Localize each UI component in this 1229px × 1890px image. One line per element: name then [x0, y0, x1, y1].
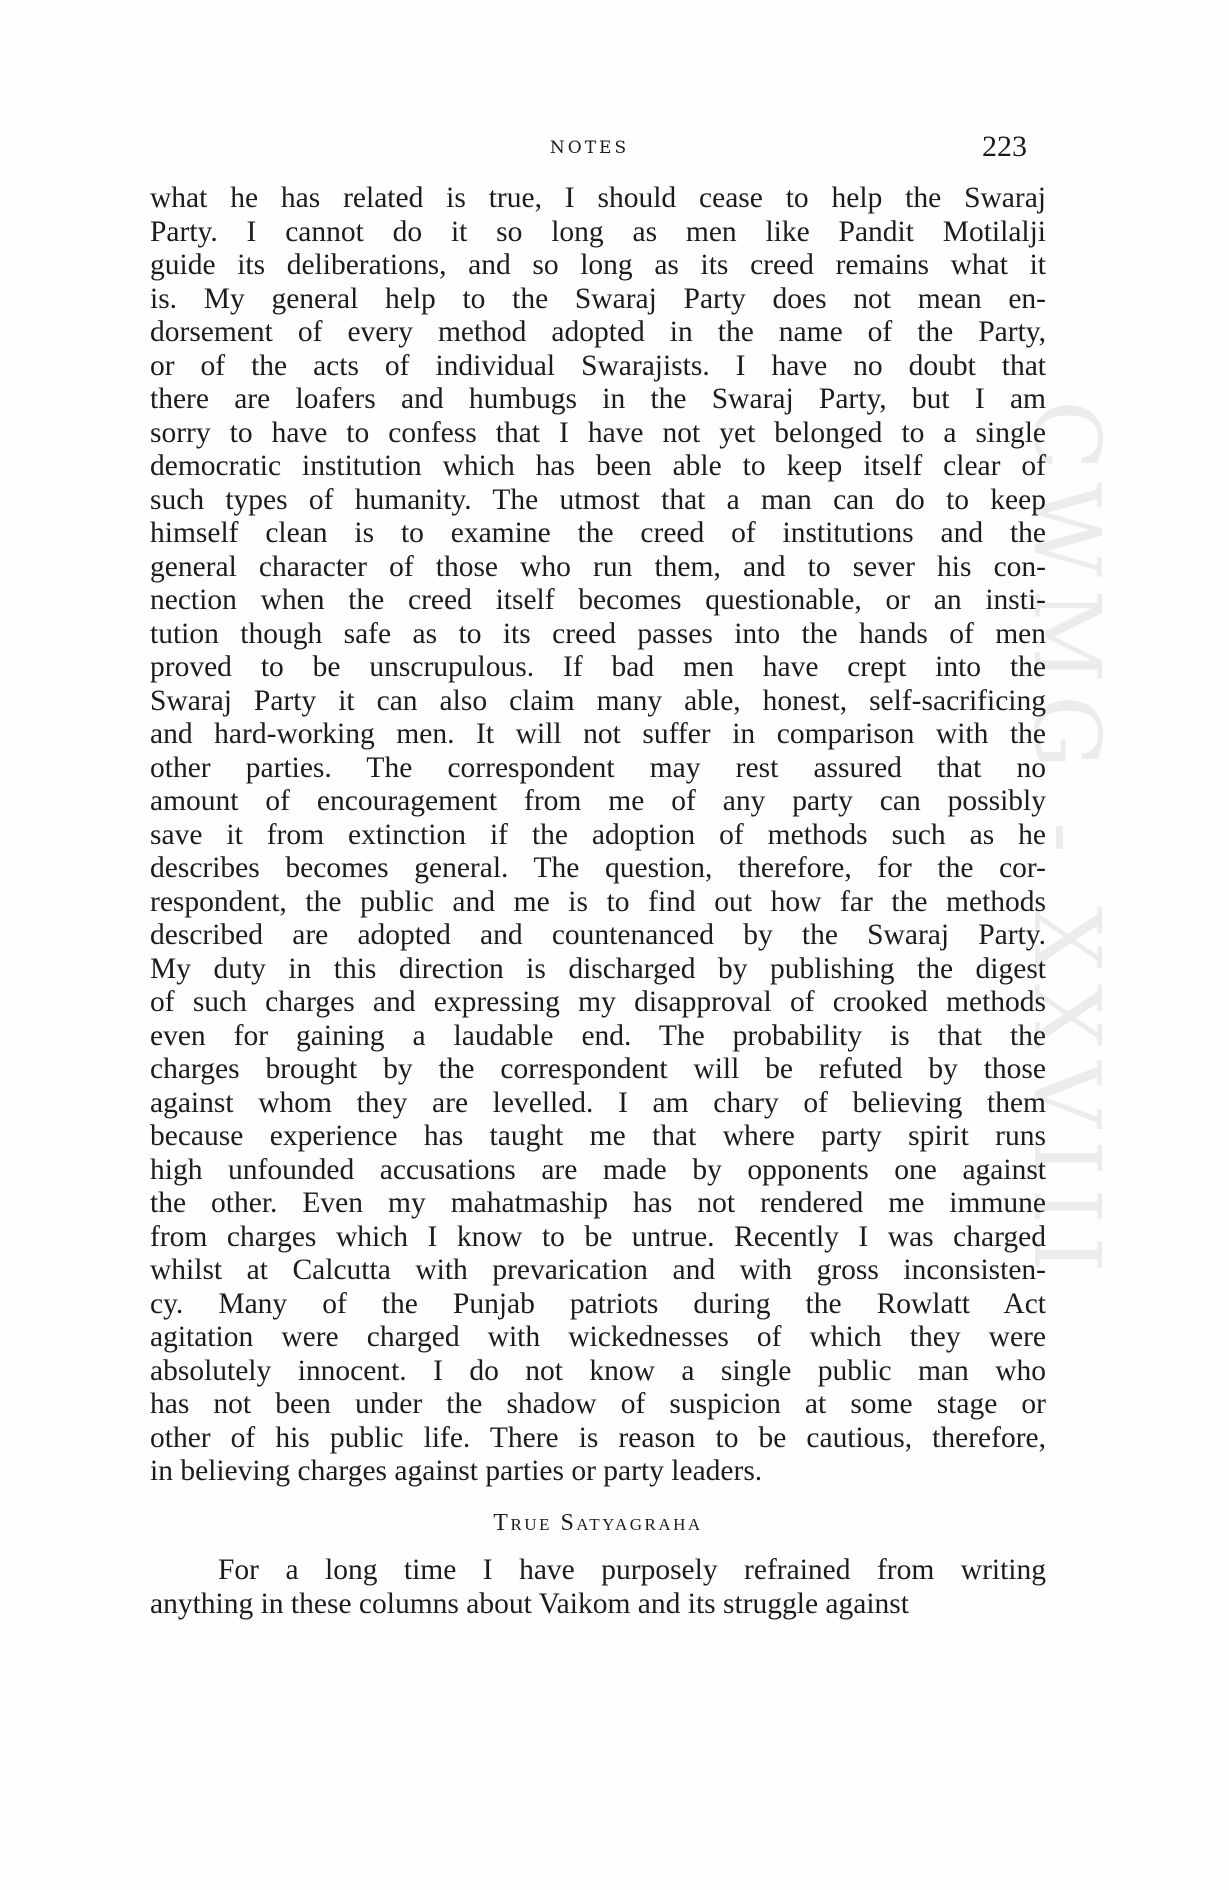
- text-line: respondent, the public and me is to find out how far the methods: [150, 885, 1046, 918]
- text-line: even for gaining a laudable end. The probability is that the: [150, 1019, 1046, 1052]
- text-line: other of his public life. There is reason to be cautious, therefore,: [150, 1421, 1046, 1454]
- text-line: whilst at Calcutta with prevarication and with gross inconsisten-: [150, 1254, 1046, 1286]
- text-line: agitation were charged with wickednesses of which they were: [150, 1321, 1046, 1353]
- text-line: or of the acts of individual Swarajists. I have no doubt that: [150, 349, 1046, 382]
- text-line: nection when the creed itself becomes questionable, or an insti-: [150, 584, 1046, 616]
- text-line: amount of encouragement from me of any party can possibly: [150, 785, 1046, 817]
- text-line: absolutely innocent. I do not know a single public man who: [150, 1354, 1046, 1387]
- text-line: has not been under the shadow of suspicion at some stage or: [150, 1388, 1046, 1420]
- section-heading: True Satyagraha: [493, 1509, 703, 1536]
- text-line: there are loafers and humbugs in the Swaraj Party, but I am: [150, 383, 1046, 415]
- text-line: of such charges and expressing my disapproval of crooked methods: [150, 986, 1046, 1018]
- paragraph-2: [150, 1554, 1046, 1621]
- text-line: is. My general help to the Swaraj Party does not mean en-: [150, 282, 1046, 315]
- text-line: other parties. The correspondent may rest assured that no: [150, 751, 1046, 784]
- body-text: [150, 182, 1046, 1621]
- text-line: Swaraj Party it can also claim many able, honest, self-sacrificing: [150, 684, 1046, 717]
- text-line: because experience has taught me that where party spirit runs: [150, 1120, 1046, 1152]
- text-line: charges brought by the correspondent will be refuted by those: [150, 1053, 1046, 1085]
- text-line: what he has related is true, I should cease to help the Swaraj: [150, 182, 1046, 214]
- text-line: described are adopted and countenanced by the Swaraj Party.: [150, 919, 1046, 951]
- text-line: For a long time I have purposely refrained from writing: [218, 1554, 1046, 1586]
- text-line: such types of humanity. The utmost that a man can do to keep: [150, 483, 1046, 516]
- text-line: high unfounded accusations are made by opponents one against: [150, 1153, 1046, 1186]
- text-line: tution though safe as to its creed passes into the hands of men: [150, 617, 1046, 650]
- text-line: against whom they are levelled. I am chary of believing them: [150, 1086, 1046, 1119]
- text-line: anything in these columns about Vaikom and its struggle against: [150, 1587, 909, 1620]
- text-line: My duty in this direction is discharged by publishing the digest: [150, 952, 1046, 985]
- text-line: guide its deliberations, and so long as its creed remains what it: [150, 249, 1046, 281]
- text-line: democratic institution which has been able to keep itself clear of: [150, 450, 1046, 482]
- text-line: dorsement of every method adopted in the name of the Party,: [150, 316, 1046, 348]
- text-line: cy. Many of the Punjab patriots during the Rowlatt Act: [150, 1287, 1046, 1320]
- page-number: 223: [982, 130, 1027, 163]
- paragraph-1: [150, 182, 1046, 1489]
- text-line: himself clean is to examine the creed of institutions and the: [150, 517, 1046, 549]
- text-line: general character of those who run them, and to sever his con-: [150, 550, 1046, 583]
- text-line: describes becomes general. The question, therefore, for the cor-: [150, 852, 1046, 884]
- watermark-text: CWMG - XXVIII: [1013, 400, 1120, 1285]
- running-head: [152, 130, 1027, 170]
- text-line: save it from extinction if the adoption of methods such as he: [150, 818, 1046, 851]
- text-line: from charges which I know to be untrue. Recently I was charged: [150, 1220, 1046, 1253]
- text-line: proved to be unscrupulous. If bad men have crept into the: [150, 651, 1046, 683]
- text-line: in believing charges against parties or party leaders.: [150, 1455, 763, 1487]
- text-line: the other. Even my mahatmaship has not rendered me immune: [150, 1187, 1046, 1219]
- watermark: [1013, 400, 1120, 1500]
- text-line: and hard-working men. It will not suffer in comparison with the: [150, 718, 1046, 750]
- text-line: Party. I cannot do it so long as men like Pandit Motilalji: [150, 215, 1046, 248]
- text-line: sorry to have to confess that I have not yet belonged to a single: [150, 416, 1046, 449]
- running-title: NOTES: [549, 138, 630, 158]
